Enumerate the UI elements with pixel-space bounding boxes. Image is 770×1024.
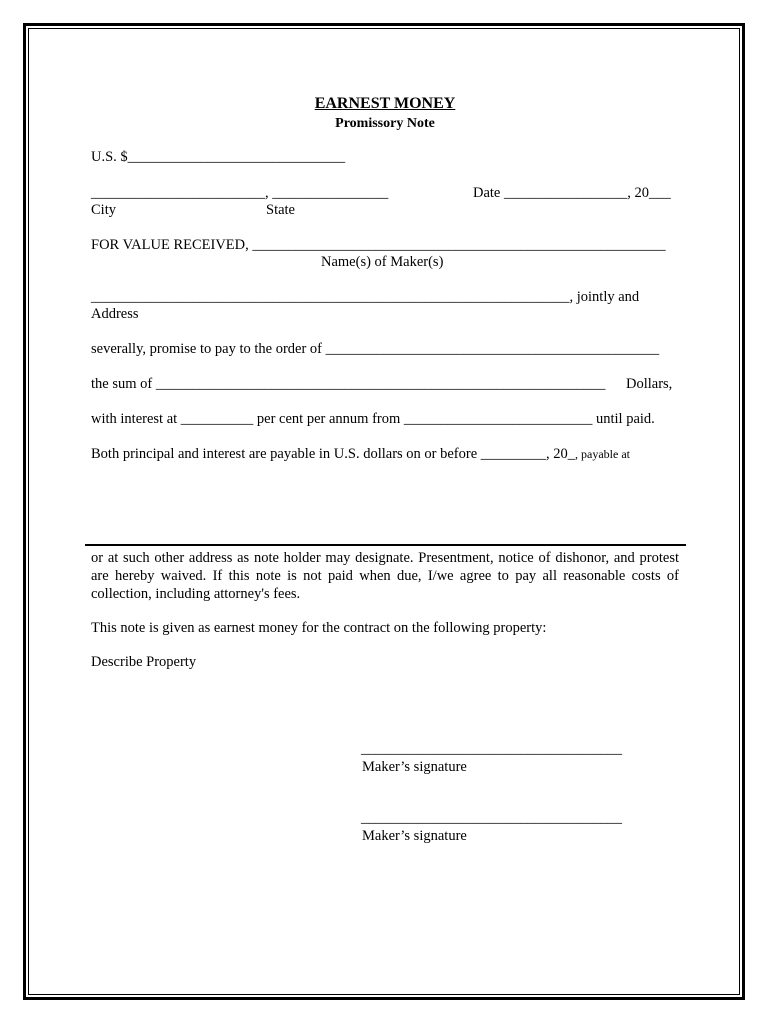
date-field[interactable]: Date _________________, 20___ bbox=[473, 185, 671, 201]
us-amount-field[interactable]: U.S. $______________________________ bbox=[91, 149, 346, 165]
waiver-paragraph: or at such other address as note holder may designate. Presentment, notice of dishonor, and protest are hereby waived. If this note is not paid when due, I/we agree to pay all reasonable costs of collection, including attorney's fees. bbox=[91, 550, 679, 602]
makers-name-label: Name(s) of Maker(s) bbox=[321, 254, 444, 270]
payable-field[interactable] bbox=[91, 446, 630, 463]
describe-property-label: Describe Property bbox=[91, 654, 197, 670]
for-value-received-field[interactable]: FOR VALUE RECEIVED, _________________________________________________________ bbox=[91, 237, 666, 253]
signature-line-1[interactable]: ____________________________________ bbox=[361, 741, 622, 757]
city-label: City bbox=[91, 202, 116, 218]
payable-address-line[interactable] bbox=[85, 544, 686, 546]
document-subtitle: Promissory Note bbox=[335, 116, 435, 131]
signature-line-2[interactable]: ____________________________________ bbox=[361, 810, 622, 826]
payable-text: Both principal and interest are payable in U.S. dollars on or before _________, 20_ bbox=[91, 446, 576, 462]
sum-field[interactable]: the sum of ______________________________________________________________ bbox=[91, 376, 606, 392]
interest-field[interactable]: with interest at __________ per cent per annum from __________________________ until paid. bbox=[91, 411, 655, 427]
address-label: Address bbox=[91, 306, 139, 322]
page-border-inner bbox=[28, 28, 740, 995]
order-of-field[interactable]: severally, promise to pay to the order of ______________________________________________ bbox=[91, 341, 660, 357]
signature-label-1: Maker’s signature bbox=[362, 759, 467, 775]
signature-label-2: Maker’s signature bbox=[362, 828, 467, 844]
address-field[interactable]: __________________________________________________________________, jointly and bbox=[91, 289, 640, 305]
earnest-statement: This note is given as earnest money for the contract on the following property: bbox=[91, 620, 547, 636]
payable-at-text: , payable at bbox=[575, 447, 631, 461]
document-title: EARNEST MONEY bbox=[314, 95, 456, 112]
dollars-label: Dollars, bbox=[626, 376, 673, 392]
city-state-field[interactable]: ________________________, ________________ bbox=[91, 185, 389, 201]
state-label: State bbox=[266, 202, 295, 218]
